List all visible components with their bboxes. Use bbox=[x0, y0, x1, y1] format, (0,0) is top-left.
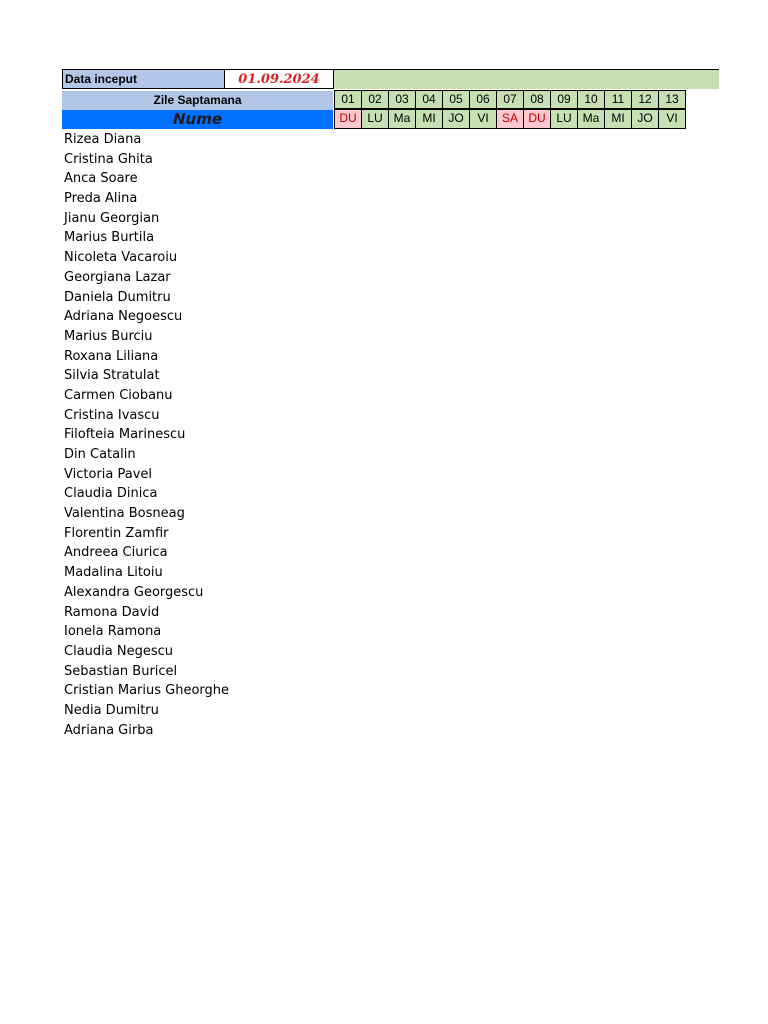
employee-name[interactable]: Cristina Ghita bbox=[64, 151, 153, 167]
weekday-cell[interactable]: Ma bbox=[577, 109, 604, 129]
weekday-cell[interactable]: JO bbox=[631, 109, 658, 129]
employee-name[interactable]: Madalina Litoiu bbox=[64, 565, 163, 581]
weekdays-label: Zile Saptamana bbox=[62, 91, 333, 111]
employee-name[interactable]: Adriana Negoescu bbox=[64, 309, 183, 325]
weekend-day-cell[interactable]: SA bbox=[496, 109, 523, 129]
day-number-cell[interactable]: 01 bbox=[334, 90, 361, 109]
day-number-cell[interactable]: 12 bbox=[631, 90, 658, 109]
weekday-cell[interactable]: LU bbox=[550, 109, 577, 129]
weekend-day-cell[interactable]: DU bbox=[523, 109, 550, 129]
day-number-cell[interactable]: 05 bbox=[442, 90, 469, 109]
date-header-fill bbox=[334, 69, 719, 89]
day-number-cell[interactable]: 02 bbox=[361, 90, 388, 109]
employee-name[interactable]: Anca Soare bbox=[64, 171, 138, 187]
day-number-cell[interactable]: 06 bbox=[469, 90, 496, 109]
employee-name[interactable]: Cristina Ivascu bbox=[64, 407, 160, 423]
employee-name[interactable]: Cristian Marius Gheorghe bbox=[64, 683, 230, 699]
employee-name[interactable]: Daniela Dumitru bbox=[64, 289, 171, 305]
day-number-cell[interactable]: 07 bbox=[496, 90, 523, 109]
employee-name[interactable]: Preda Alina bbox=[64, 191, 138, 207]
employee-name[interactable]: Nicoleta Vacaroiu bbox=[64, 250, 178, 266]
day-number-cell[interactable]: 11 bbox=[604, 90, 631, 109]
employee-name[interactable]: Jianu Georgian bbox=[64, 210, 160, 226]
day-number-cell[interactable]: 10 bbox=[577, 90, 604, 109]
employee-name[interactable]: Andreea Ciurica bbox=[64, 545, 168, 561]
employee-name[interactable]: Claudia Dinica bbox=[64, 486, 158, 502]
employee-name[interactable]: Filofteia Marinescu bbox=[64, 427, 186, 443]
employee-name[interactable]: Marius Burtila bbox=[64, 230, 155, 246]
weekday-cell[interactable]: LU bbox=[361, 109, 388, 129]
day-number-cell[interactable]: 13 bbox=[658, 90, 686, 109]
weekday-cell[interactable]: VI bbox=[658, 109, 686, 129]
employee-name[interactable]: Carmen Ciobanu bbox=[64, 387, 173, 403]
day-number-cell[interactable]: 08 bbox=[523, 90, 550, 109]
employee-name[interactable]: Rizea Diana bbox=[64, 132, 142, 147]
weekday-cell[interactable]: MI bbox=[604, 109, 631, 129]
employee-name[interactable]: Victoria Pavel bbox=[64, 466, 152, 482]
employee-name[interactable]: Marius Burciu bbox=[64, 328, 153, 344]
employee-name[interactable]: Roxana Liliana bbox=[64, 348, 159, 364]
employee-name[interactable]: Sebastian Buricel bbox=[64, 663, 178, 679]
start-date-value[interactable]: 01.09.2024 bbox=[224, 69, 334, 89]
day-number-cell[interactable]: 09 bbox=[550, 90, 577, 109]
employee-name[interactable]: Adriana Girba bbox=[64, 722, 154, 738]
employee-name[interactable]: Ramona David bbox=[64, 604, 160, 620]
weekday-cell[interactable]: MI bbox=[415, 109, 442, 129]
day-number-cell[interactable]: 03 bbox=[388, 90, 415, 109]
employee-name[interactable]: Alexandra Georgescu bbox=[64, 584, 204, 600]
employee-name[interactable]: Georgiana Lazar bbox=[64, 269, 171, 285]
employee-name[interactable]: Silvia Stratulat bbox=[64, 368, 160, 384]
employee-name[interactable]: Valentina Bosneag bbox=[64, 506, 185, 522]
employee-name[interactable]: Claudia Negescu bbox=[64, 643, 173, 659]
weekend-day-cell[interactable]: DU bbox=[334, 109, 361, 129]
name-column-header: Nume bbox=[62, 110, 333, 129]
weekday-cell[interactable]: VI bbox=[469, 109, 496, 129]
weekday-cell[interactable]: JO bbox=[442, 109, 469, 129]
day-number-cell[interactable]: 04 bbox=[415, 90, 442, 109]
employee-name[interactable]: Nedia Dumitru bbox=[64, 702, 159, 718]
weekday-cell[interactable]: Ma bbox=[388, 109, 415, 129]
employee-name[interactable]: Ionela Ramona bbox=[64, 624, 162, 640]
employee-name[interactable]: Din Catalin bbox=[64, 447, 136, 462]
name-list bbox=[64, 130, 229, 740]
start-date-label: Data inceput bbox=[62, 69, 224, 89]
employee-name[interactable]: Florentin Zamfir bbox=[64, 525, 169, 541]
